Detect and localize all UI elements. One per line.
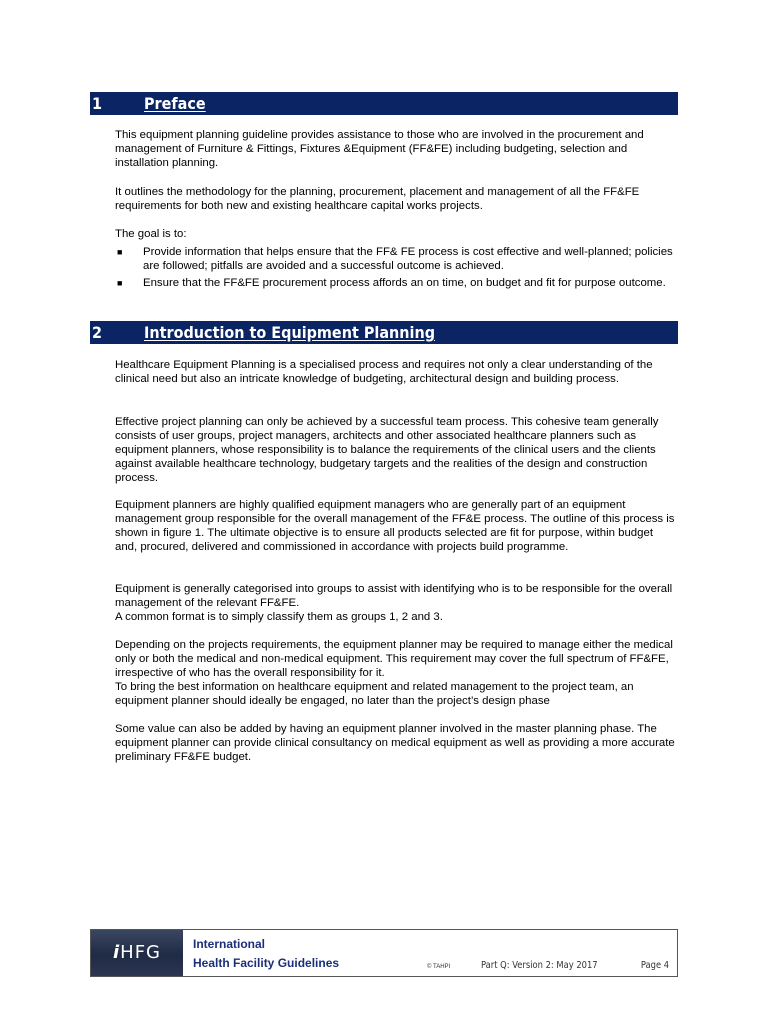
page-footer <box>90 929 678 977</box>
section-1-title: Preface <box>144 94 206 113</box>
list-item-text: Provide information that helps ensure that the FF& FE process is cost effective and well-planned; policies are followed; pitfalls are avoided and a successful outcome is achieved. <box>143 246 673 272</box>
organization-name-line-2: Health Facility Guidelines <box>193 956 340 970</box>
list-item-text: Ensure that the FF&FE procurement process affords an on time, on budget and fit for purpose outcome. <box>143 277 666 289</box>
logo-prefix: i <box>112 942 121 963</box>
section-2-paragraph-1: Healthcare Equipment Planning is a specialised process and requires not only a clear understanding of the clinical need but also an intricate knowledge of budgeting, architectural design and building process. <box>115 359 653 385</box>
page-number: Page 4 <box>640 960 669 971</box>
list-item <box>115 245 675 273</box>
section-2-paragraph-2: Effective project planning can only be achieved by a successful team process. This cohesive team generally consists of user groups, project managers, architects and other associated healthcare planners such as equipment planners, whose responsibility is to balance the requirements of the clinical users and the clients against available healthcare technology, budgetary targets and the realities of the design and construction process. <box>115 416 659 484</box>
goal-list <box>115 245 675 293</box>
section-2-title: Introduction to Equipment Planning <box>144 323 436 342</box>
ihfg-logo <box>91 930 183 976</box>
section-1-paragraph-1: This equipment planning guideline provides assistance to those who are involved in the procurement and management of Furniture & Fittings, Fixtures &Equipment (FF&FE) including budgeting, selection and installation planning. <box>115 129 644 169</box>
bullet-square-icon: ■ <box>117 247 123 257</box>
copyright-notice: © TAHPI <box>427 964 451 970</box>
section-2-number: 2 <box>92 323 103 342</box>
logo-text: HFG <box>120 942 161 963</box>
bullet-square-icon: ■ <box>117 278 123 288</box>
section-1-paragraph-2: It outlines the methodology for the planning, procurement, placement and management of all the FF&FE requirements for both new and existing healthcare capital works projects. <box>115 186 640 212</box>
list-item <box>115 276 675 290</box>
section-1-paragraph-3: The goal is to: <box>115 228 187 240</box>
section-1-number: 1 <box>92 94 103 113</box>
section-2-paragraph-3: Equipment planners are highly qualified equipment managers who are generally part of an equipment management group responsible for the overall management of the FF&E process. The outline of this process is shown in figure 1. The ultimate objective is to ensure all products selected are fit for purpose, within budget and, procured, delivered and commissioned in accordance with projects build programme. <box>115 499 675 553</box>
organization-name-line-1: International <box>193 937 266 951</box>
section-2-header <box>90 321 678 344</box>
document-version: Part Q: Version 2: May 2017 <box>481 960 598 971</box>
section-2-paragraph-4: Equipment is generally categorised into groups to assist with identifying who is to be responsible for the overall management of the relevant FF&FE. A common format is to simply classify them as groups 1, 2 and 3. <box>115 583 673 623</box>
section-2-paragraph-5: Depending on the projects requirements, the equipment planner may be required to manage either the medical only or both the medical and non-medical equipment. This requirement may cover the full spectrum of FF&FE, irrespective of who has the overall responsibility for it. To bring the best information on healthcare equipment and related management to the project team, an equipment planner should ideally be engaged, no later than the project’s design phase <box>115 639 673 707</box>
section-1-header <box>90 92 678 115</box>
section-2-paragraph-6: Some value can also be added by having an equipment planner involved in the master planning phase. The equipment planner can provide clinical consultancy on medical equipment as well as providing a more accurate preliminary FF&FE budget. <box>115 723 675 763</box>
